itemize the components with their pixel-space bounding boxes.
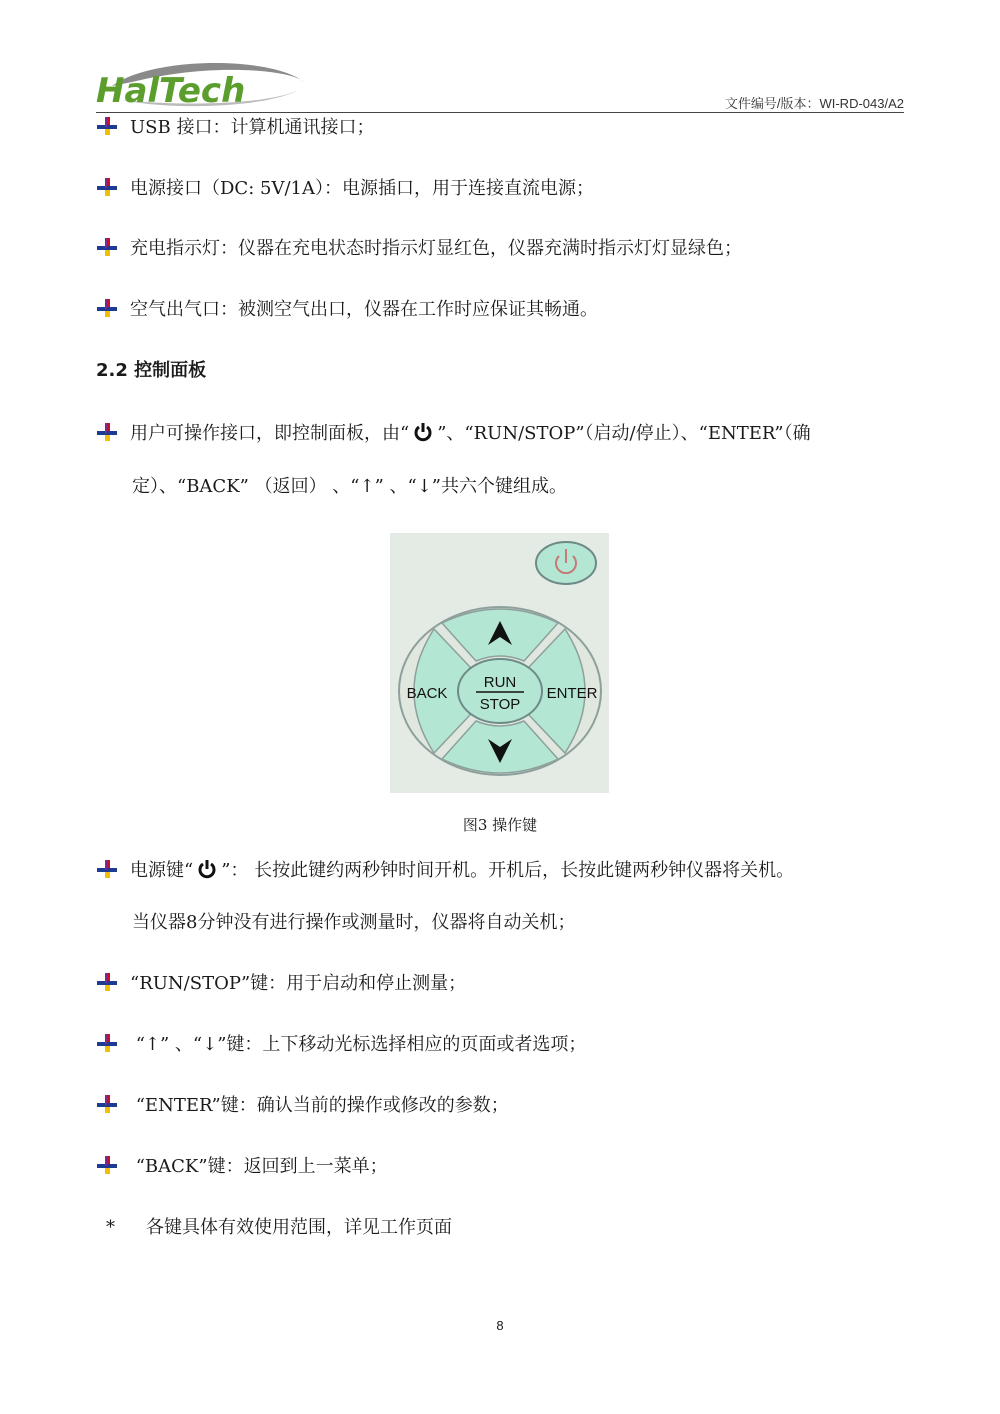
haltech-logo bbox=[92, 56, 312, 114]
bullet-charge-indicator bbox=[96, 237, 742, 261]
power-desc-part1: 电源键“ bbox=[130, 860, 194, 881]
svg-text:ENTER: ENTER bbox=[546, 685, 598, 702]
figure-caption: 图3 操作键 bbox=[462, 816, 538, 834]
intro-line-2: 定）、“BACK” （返回） 、“↑” 、“↓”共六个键组成。 bbox=[132, 476, 567, 497]
svg-text:BACK: BACK bbox=[406, 685, 448, 702]
svg-text:HalTech: HalTech bbox=[96, 71, 246, 111]
note-text: 各键具体有效使用范围，详见工作页面 bbox=[146, 1217, 452, 1238]
note-marker: * bbox=[106, 1217, 115, 1238]
power-desc-part2: ”： 长按此键约两秒钟时间开机。开机后，长按此键两秒钟仪器将关机。 bbox=[221, 860, 795, 881]
intro-text-part2: ”、“RUN/STOP”（启动/停止）、“ENTER”（确 bbox=[437, 423, 811, 444]
svg-text:RUN: RUN bbox=[483, 674, 517, 691]
bullet-marker-icon bbox=[96, 973, 118, 991]
bullet-marker-icon bbox=[96, 423, 118, 441]
bullet-text: “BACK”键：返回到上一菜单； bbox=[130, 1156, 388, 1177]
power-key-desc-line-1 bbox=[96, 859, 794, 883]
bullet-enter-key bbox=[96, 1094, 509, 1118]
bullet-marker-icon bbox=[96, 117, 118, 135]
power-key-desc-line-2: 当仪器8分钟没有进行操作或测量时，仪器将自动关机； bbox=[132, 912, 576, 933]
bullet-marker-icon bbox=[96, 1095, 118, 1113]
bullet-text: “RUN/STOP”键：用于启动和停止测量； bbox=[130, 973, 467, 994]
bullet-power-port bbox=[96, 177, 594, 201]
bullet-marker-icon bbox=[96, 238, 118, 256]
bullet-air-outlet bbox=[96, 298, 598, 322]
bullet-text: “↑” 、“↓”键：上下移动光标选择相应的页面或者选项； bbox=[130, 1034, 587, 1055]
section-heading: 2.2 控制面板 bbox=[96, 360, 207, 381]
power-icon bbox=[197, 859, 217, 879]
bullet-text: 充电指示灯：仪器在充电状态时指示灯显红色，仪器充满时指示灯灯显绿色； bbox=[130, 238, 742, 259]
bullet-run-stop-key bbox=[96, 972, 466, 996]
intro-line-1 bbox=[96, 422, 811, 446]
note-line bbox=[96, 1216, 452, 1240]
bullet-text: USB 接口：计算机通讯接口； bbox=[130, 117, 375, 138]
bullet-usb bbox=[96, 116, 374, 140]
page-number: 8 bbox=[496, 1318, 504, 1333]
bullet-back-key bbox=[96, 1155, 388, 1179]
bullet-text: 电源接口（DC: 5V/1A）：电源插口，用于连接直流电源； bbox=[130, 178, 594, 199]
intro-text-part1: 用户可操作接口，即控制面板，由“ bbox=[130, 423, 410, 444]
bullet-text: 空气出气口：被测空气出口，仪器在工作时应保证其畅通。 bbox=[130, 299, 598, 320]
bullet-text: “ENTER”键：确认当前的操作或修改的参数； bbox=[130, 1095, 509, 1116]
header-divider bbox=[96, 112, 904, 113]
bullet-marker-icon bbox=[96, 860, 118, 878]
bullet-marker-icon bbox=[96, 1156, 118, 1174]
bullet-marker-icon bbox=[96, 1034, 118, 1052]
power-icon bbox=[413, 422, 433, 442]
svg-text:STOP: STOP bbox=[479, 696, 521, 713]
panel-run-stop-key bbox=[458, 659, 542, 723]
control-panel-figure bbox=[390, 533, 609, 793]
bullet-marker-icon bbox=[96, 178, 118, 196]
panel-power-button bbox=[536, 542, 596, 584]
bullet-arrow-keys bbox=[96, 1033, 586, 1057]
bullet-marker-icon bbox=[96, 299, 118, 317]
document-number: 文件编号/版本：WI-RD-043/A2 bbox=[724, 96, 904, 111]
